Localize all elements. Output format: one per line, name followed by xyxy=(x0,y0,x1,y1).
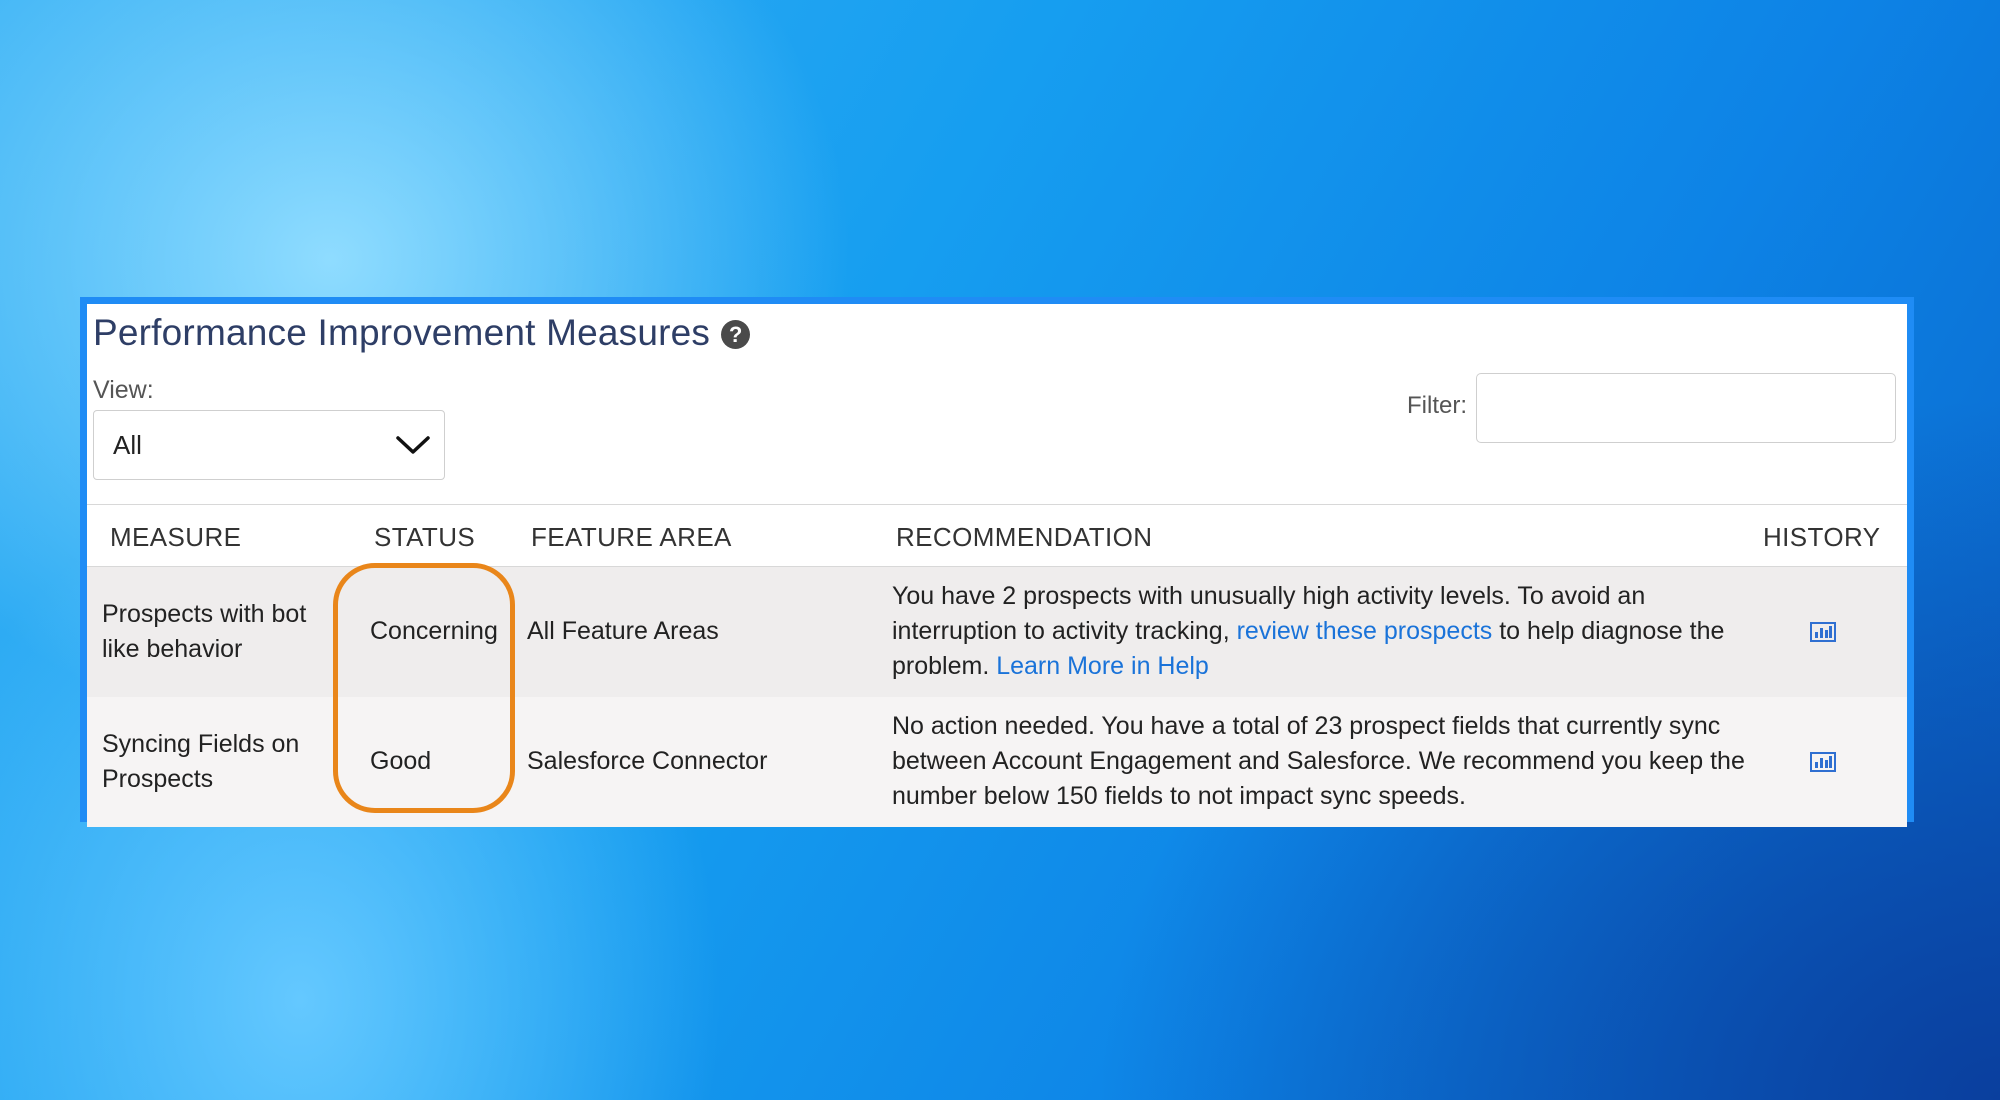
status-cell: Concerning xyxy=(370,617,498,645)
table-row xyxy=(87,697,1907,827)
filter-input[interactable] xyxy=(1476,373,1896,443)
question-circle-icon[interactable]: ? xyxy=(721,320,750,349)
table-header xyxy=(87,504,1907,567)
view-select[interactable] xyxy=(93,410,445,480)
filter-label: Filter: xyxy=(1407,392,1467,419)
column-header-status[interactable]: STATUS xyxy=(374,522,476,552)
feature-area-cell: All Feature Areas xyxy=(527,617,719,645)
column-header-measure[interactable]: MEASURE xyxy=(110,522,242,552)
column-header-history[interactable]: HISTORY xyxy=(1763,522,1881,552)
feature-area-cell: Salesforce Connector xyxy=(527,747,768,775)
recommendation-cell xyxy=(892,579,1752,684)
measure-cell: Syncing Fields on Prospects xyxy=(102,730,300,793)
page-title-text: Performance Improvement Measures xyxy=(93,312,711,353)
measures-table xyxy=(87,504,1907,827)
recommendation-text: You have 2 prospects with unusually high activity levels. To avoid an interruption to activity tracking, xyxy=(892,582,1646,645)
view-label: View: xyxy=(93,376,154,404)
measure-cell: Prospects with bot like behavior xyxy=(102,600,307,663)
recommendation-cell xyxy=(892,709,1752,814)
column-header-recommendation[interactable]: RECOMMENDATION xyxy=(896,522,1153,552)
view-selected-value: All xyxy=(113,429,142,460)
review-prospects-link[interactable]: review these prospects xyxy=(1236,617,1493,645)
table-row xyxy=(87,567,1907,697)
page-title xyxy=(93,312,750,354)
recommendation-text: to help diagnose the problem. xyxy=(892,617,1725,680)
performance-measures-panel xyxy=(80,297,1914,822)
chevron-down-icon xyxy=(396,435,430,455)
bar-chart-icon[interactable] xyxy=(1810,752,1836,772)
recommendation-text: No action needed. You have a total of 23 prospect fields that currently sync between Account Engagement and Salesforce. We recommend you keep the number below 150 fields to not impact sync speeds. xyxy=(892,712,1745,810)
learn-more-link[interactable]: Learn More in Help xyxy=(996,652,1209,680)
bar-chart-icon[interactable] xyxy=(1810,622,1836,642)
status-cell: Good xyxy=(370,747,432,775)
column-header-feature-area[interactable]: FEATURE AREA xyxy=(531,522,732,552)
